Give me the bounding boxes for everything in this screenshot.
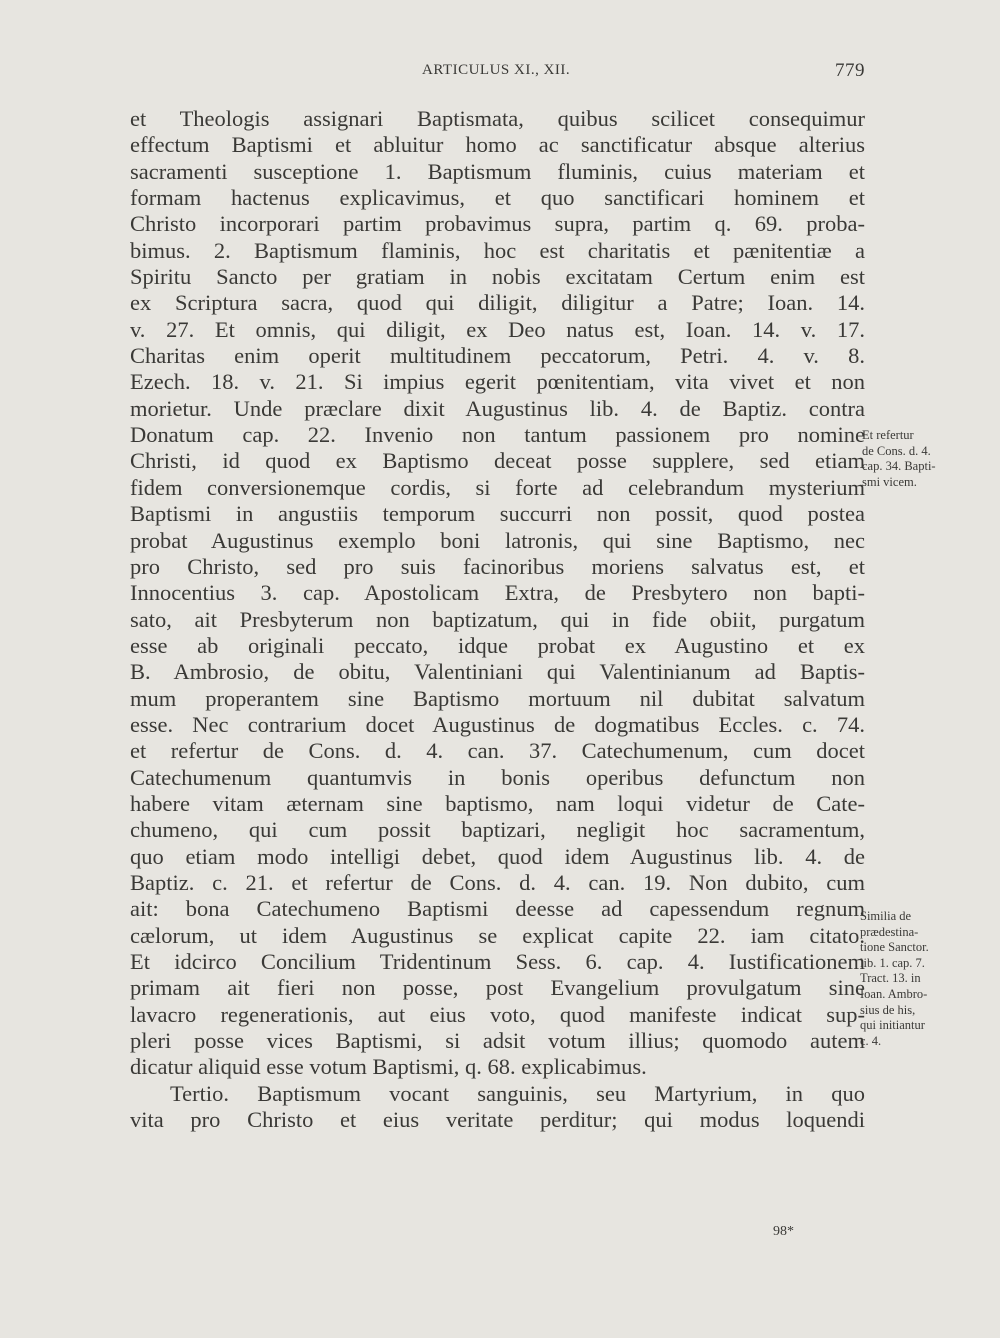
text-line: pleri posse vices Baptismi, si adsit votum illius; quomodo autem <box>130 1028 865 1054</box>
text-line: vita pro Christo et eius veritate perditur; qui modus loquendi <box>130 1107 865 1133</box>
text-line: mum properantem sine Baptismo mortuum nil dubitat salvatum <box>130 685 865 711</box>
text-line: ait: bona Catechumeno Baptismi deesse ad capessendum regnum <box>130 896 865 922</box>
margin-note-1 <box>862 428 982 490</box>
margin-note-line: de Cons. d. 4. <box>862 443 931 458</box>
text-line: et refertur de Cons. d. 4. can. 37. Catechumenum, cum docet <box>130 738 865 764</box>
text-line: Innocentius 3. cap. Apostolicam Extra, de Presbytero non bapti- <box>130 580 865 606</box>
text-line: chumeno, qui cum possit baptizari, negligit hoc sacramentum, <box>130 817 865 843</box>
text-line: sato, ait Presbyterum non baptizatum, qui in fide obiit, purgatum <box>130 606 865 632</box>
text-line: formam hactenus explicavimus, et quo sanctificari hominem et <box>130 185 865 211</box>
text-line: Et idcirco Concilium Tridentinum Sess. 6. cap. 4. Iustificationem <box>130 949 865 974</box>
margin-note-2 <box>860 909 980 1049</box>
margin-note-line: Tract. 13. in <box>860 971 921 986</box>
text-line: pro Christo, sed pro suis facinoribus moriens salvatus est, et <box>130 553 865 579</box>
text-line: ex Scriptura sacra, quod qui diligit, diligitur a Patre; Ioan. 14. <box>130 290 865 316</box>
text-line: Baptiz. c. 21. et refertur de Cons. d. 4. can. 19. Non dubito, cum <box>130 869 865 895</box>
text-line: Catechumenum quantumvis in bonis operibus defunctum non <box>130 764 865 790</box>
text-line: fidem conversionemque cordis, si forte ad celebrandum mysterium <box>130 474 865 500</box>
text-line: B. Ambrosio, de obitu, Valentiniani qui Valentinianum ad Baptis- <box>130 659 865 685</box>
text-line: esse ab originali peccato, idque probat ex Augustino et ex <box>130 632 865 658</box>
margin-note-line: c. 4. <box>860 1033 882 1048</box>
text-line: quo etiam modo intelligi debet, quod idem Augustinus lib. 4. de <box>130 843 865 869</box>
text-line: Baptismi in angustiis temporum succurri non possit, quod postea <box>130 501 865 527</box>
text-line: morietur. Unde præclare dixit Augustinus lib. 4. de Baptiz. contra <box>130 395 865 421</box>
text-line: primam ait fieri non posse, post Evangelium provulgatum sine <box>130 975 865 1001</box>
text-line: dicatur aliquid esse votum Baptismi, q. 68. explicabimus. <box>130 1054 647 1080</box>
running-header <box>130 62 865 84</box>
margin-note-line: Et refertur <box>862 428 914 442</box>
text-line: sacramenti susceptione 1. Baptismum fluminis, cuius materiam et <box>130 158 865 184</box>
margin-note-line: tione Sanctor. <box>860 940 929 955</box>
margin-note-line: sius de his, <box>860 1002 916 1017</box>
signature-mark: 98* <box>773 1224 794 1239</box>
margin-note-line: prædestina- <box>860 924 919 939</box>
text-line: cælorum, ut idem Augustinus se explicat capite 22. iam citato. <box>130 922 865 948</box>
text-line: probat Augustinus exemplo boni latronis, qui sine Baptismo, nec <box>130 527 865 553</box>
text-line: Ezech. 18. v. 21. Si impius egerit pœnitentiam, vita vivet et non <box>130 369 865 395</box>
text-line: effectum Baptismi et abluitur homo ac sanctificatur absque alterius <box>130 132 865 158</box>
text-line: esse. Nec contrarium docet Augustinus de dogmatibus Eccles. c. 74. <box>130 711 865 737</box>
text-line: bimus. 2. Baptismum flaminis, hoc est charitatis et pænitentiæ a <box>130 237 865 263</box>
page-number: 779 <box>835 60 865 81</box>
text-line: Christo incorporari partim probavimus supra, partim q. 69. proba- <box>130 211 865 237</box>
text-line: v. 27. Et omnis, qui diligit, ex Deo natus est, Ioan. 14. v. 17. <box>130 316 865 342</box>
margin-note-line: smi vicem. <box>862 474 917 489</box>
body-text <box>130 106 865 1133</box>
text-line: Christi, id quod ex Baptismo deceat posse supplere, sed etiam <box>130 448 865 474</box>
text-line: Charitas enim operit multitudinem peccatorum, Petri. 4. v. 8. <box>130 343 865 369</box>
text-line: Tertio. Baptismum vocant sanguinis, seu Martyrium, in quo <box>170 1080 865 1106</box>
text-line: habere vitam æternam sine baptismo, nam loqui videtur de Cate- <box>130 790 865 816</box>
margin-note-line: lib. 1. cap. 7. <box>860 955 925 970</box>
margin-note-line: cap. 34. Bapti- <box>862 459 936 474</box>
text-line: Spiritu Sancto per gratiam in nobis excitatam Certum enim est <box>130 264 865 290</box>
margin-note-line: Similia de <box>860 909 912 923</box>
text-line: Donatum cap. 22. Invenio non tantum passionem pro nomine <box>130 422 865 448</box>
running-title: ARTICULUS XI., XII. <box>422 62 571 78</box>
text-line: et Theologis assignari Baptismata, quibus scilicet consequimur <box>130 106 865 131</box>
text-line: lavacro regenerationis, aut eius voto, quod manifeste indicat sup- <box>130 1001 865 1027</box>
margin-note-line: Ioan. Ambro- <box>860 986 928 1001</box>
margin-note-line: qui initiantur <box>860 1018 925 1033</box>
